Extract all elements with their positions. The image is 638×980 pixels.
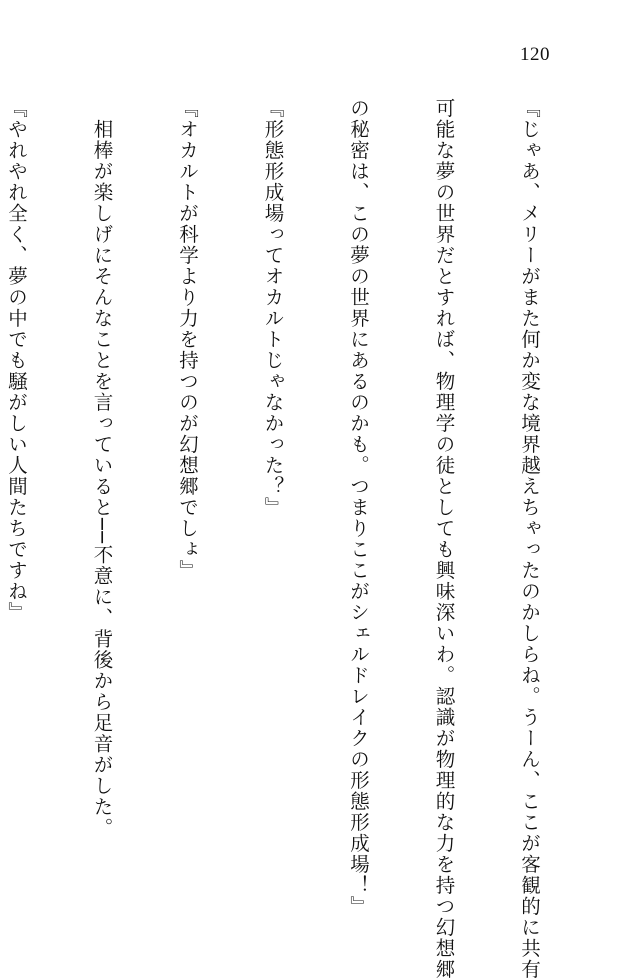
text-line: 『じゃあ、メリーがまた何か変な境界越えちゃったのかしらね。うーん、ここが客観的に共有 <box>518 98 541 980</box>
body-text <box>0 98 600 980</box>
text-line: 相棒が楽しげにそんなことを言っていると──不意に、背後から足音がした。 <box>90 98 114 839</box>
text-line: 『形態形成場ってオカルトじゃなかった？』 <box>261 98 285 518</box>
text-line: 『オカルトが科学より力を持つのが幻想郷でしょ』 <box>176 98 199 581</box>
text-line: 『やれやれ全く、夢の中でも騒がしい人間たちですね』 <box>5 98 28 623</box>
text-line: 可能な夢の世界だとすれば、物理学の徒としても興味深いわ。認識が物理的な力を持つ幻想郷 <box>432 98 456 980</box>
page-number: 120 <box>520 44 550 65</box>
text-line: の秘密は、この夢の世界にあるのかも。つまりここがシェルドレイクの形態形成場！』 <box>347 98 370 917</box>
